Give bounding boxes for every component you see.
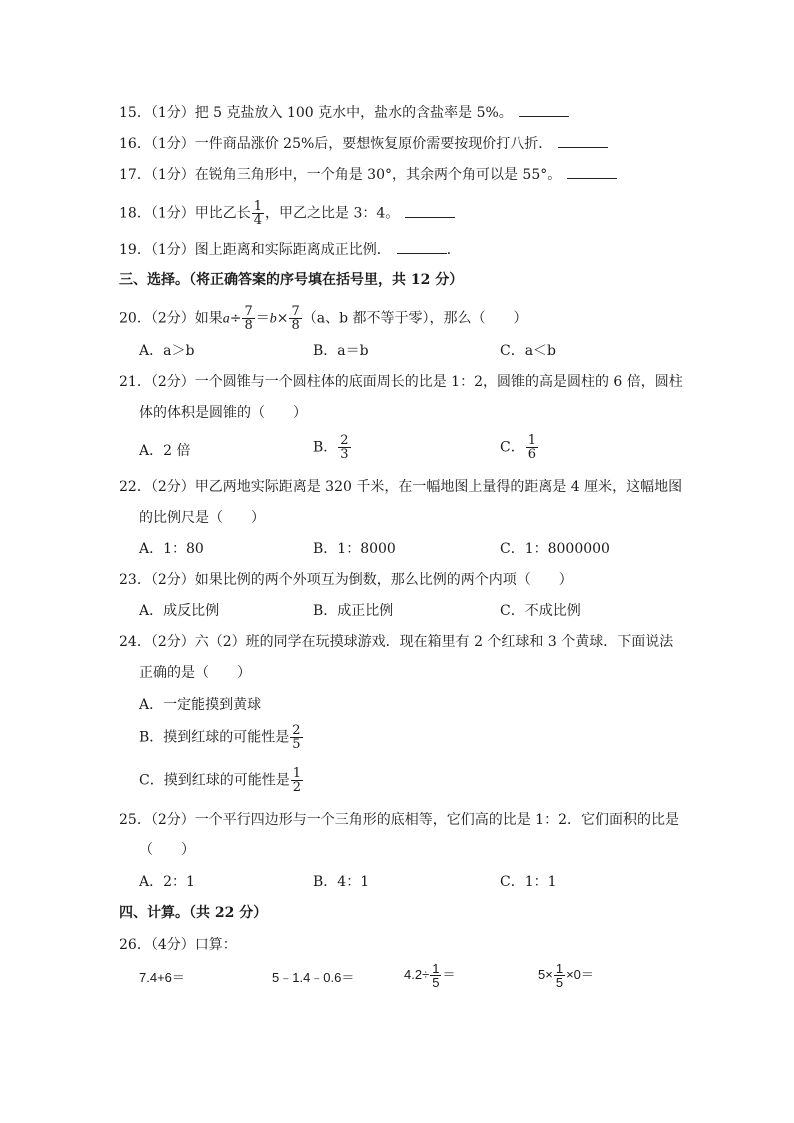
option-a[interactable]: A．2 倍 [139,443,191,459]
answer-blank[interactable] [397,241,447,254]
option-c[interactable]: C．不成比例 [500,603,581,619]
option-a[interactable]: A．1：80 [139,541,204,557]
answer-blank[interactable] [519,104,569,117]
question-24: 24．（2分）六（2）班的同学在玩摸球游戏．现在箱里有 2 个红球和 3 个黄球．下面说法 [119,634,674,650]
fraction: $\frac{7}{8}$ [291,304,300,333]
option-c[interactable]: C．1：1 [500,874,557,890]
option-a[interactable]: A．成反比例 [139,603,220,619]
option-b[interactable]: B．成正比例 [313,603,394,619]
question-22-cont: 的比例尺是（ ） [139,510,265,526]
question-18-text: 18．（1分）甲比乙长 [119,205,251,222]
fraction: $\frac{1}{4}$ [253,199,263,228]
question-15 [119,103,569,123]
option-c[interactable]: C．a＜b [500,343,557,359]
question-25: 25．（2分）一个平行四边形与一个三角形的底相等，它们高的比是 1：2．它们面积的比是 [119,812,679,828]
option-b[interactable]: B．1：8000 [313,541,396,557]
question-16 [119,134,608,154]
calc-item-2: 5﹣1.4﹣0.6＝ [272,970,355,985]
option-c[interactable]: C．摸到红球的可能性是 $\frac{1}{2}$ [139,766,301,795]
question-21: 21．（2分）一个圆锥与一个圆柱体的底面周长的比是 1：2，圆锥的高是圆柱的 6 倍，圆柱 [119,374,683,390]
question-23: 23．（2分）如果比例的两个外项互为倒数，那么比例的两个内项（ ） [119,572,573,588]
question-16-text: 16．（1分）一件商品涨价 25%后，要想恢复原价需要按现价打八折． [119,136,553,152]
option-b[interactable]: B．a＝b [313,343,369,359]
fraction: $\frac{2}{5}$ [292,723,301,752]
option-b[interactable]: B．4：1 [313,874,370,890]
fraction: $\frac{1}{2}$ [292,766,301,795]
question-24-cont: 正确的是（ ） [139,665,251,681]
section-3-title: 三、选择。（将正确答案的序号填在括号里，共 12 分） [119,272,464,288]
question-19-text: 19．（1分）图上距离和实际距离成正比例． [119,242,391,258]
option-b[interactable]: B．摸到红球的可能性是 $\frac{2}{5}$ [139,723,301,752]
fraction: $\frac{1}{5}$ [555,961,564,990]
question-22: 22．（2分）甲乙两地实际距离是 320 千米，在一幅地图上量得的距离是 4 厘米，这幅地图 [119,479,683,495]
fraction: $\frac{7}{8}$ [244,304,253,333]
answer-blank[interactable] [558,135,608,148]
question-17-text: 17．（1分）在锐角三角形中，一个角是 30°，其余两个角可以是 55°。 [119,167,562,183]
option-a[interactable]: A．a＞b [139,343,195,359]
section-4-title: 四、计算。（共 22 分） [119,905,268,921]
question-20: 20．（2分）如果a÷ $\frac{7}{8}$ ＝b× $\frac{7}{8}$ （a、b 都不等于零），那么（ ） [119,304,528,333]
option-c[interactable]: C． $\frac{1}{6}$ [500,433,536,462]
calc-item-1: 7.4+6＝ [139,970,185,985]
question-21-cont: 体的体积是圆锥的（ ） [139,405,307,421]
option-b[interactable]: B． $\frac{2}{3}$ [313,433,349,462]
option-a[interactable]: A．2：1 [139,874,195,890]
question-25-cont: （ ） [139,842,195,858]
fraction: $\frac{2}{3}$ [340,433,349,462]
answer-blank[interactable] [405,205,455,218]
question-15-text: 15．（1分）把 5 克盐放入 100 克水中，盐水的含盐率是 5%。 [119,105,513,121]
question-18 [119,200,455,227]
option-a[interactable]: A．一定能摸到黄球 [139,697,262,713]
question-18-text-2: ，甲乙之比是 3：4。 [265,205,400,222]
calc-item-4: 5× $\frac{1}{5}$ ×0＝ [538,961,594,990]
fraction: $\frac{1}{5}$ [432,961,440,990]
question-19: 19．（1分）图上距离和实际距离成正比例． ． [119,242,461,258]
question-17 [119,165,617,185]
fraction: $\frac{1}{6}$ [527,433,536,462]
answer-blank[interactable] [567,166,617,179]
option-c[interactable]: C．1：8000000 [500,541,610,557]
question-26: 26．（4分）口算： [119,937,237,953]
calc-item-3: 4.2÷ $\frac{1}{5}$ ＝ [404,961,456,990]
